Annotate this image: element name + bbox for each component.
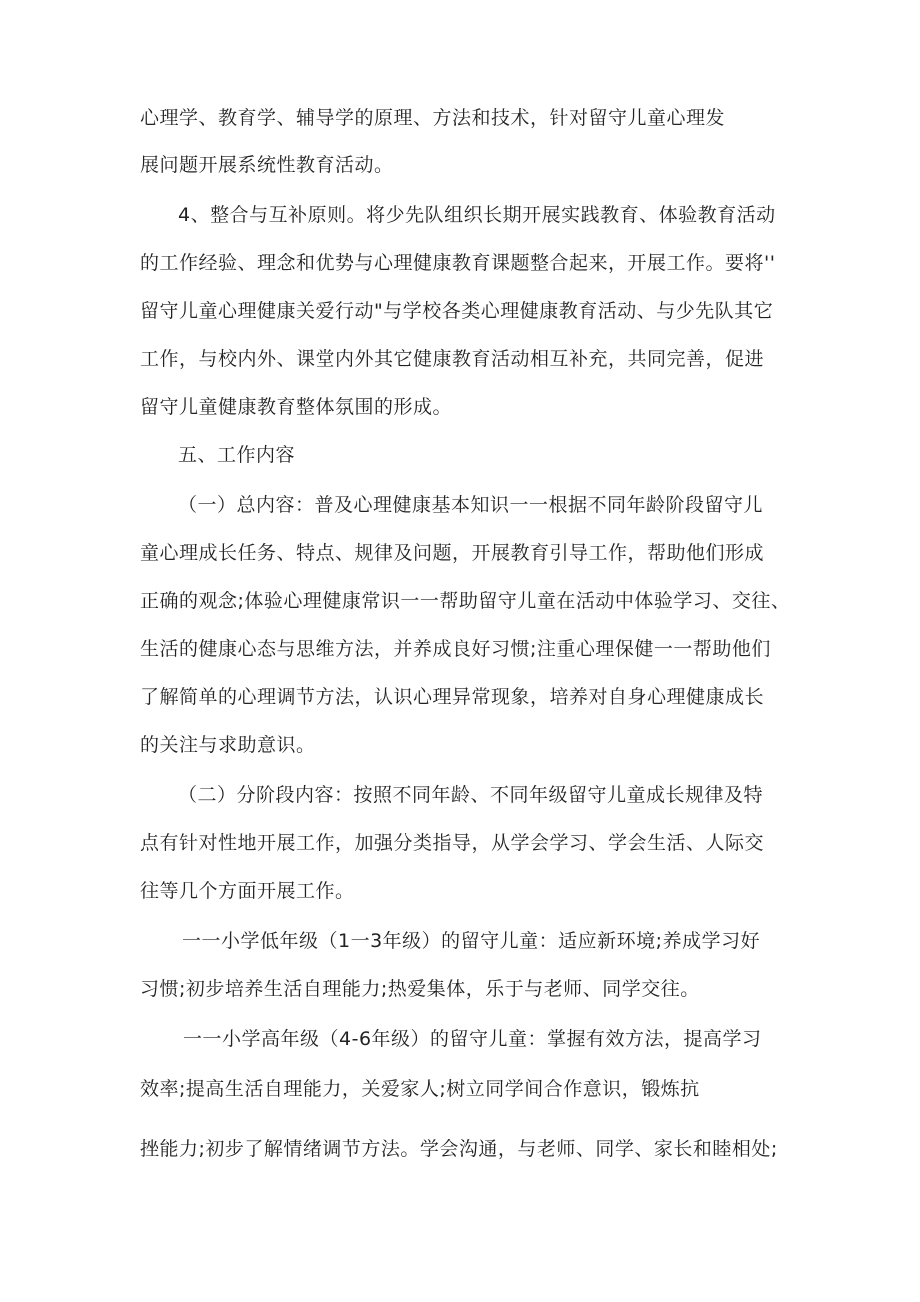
text-line: 点有针对性地开展工作，加强分类指导，从学会学习、学会生活、人际交 xyxy=(140,832,765,854)
text-line: 一一小学低年级（1一3年级）的留守儿童：适应新环境;养成学习好 xyxy=(182,930,761,952)
text-line: 生活的健康心态与思维方法，并养成良好习惯;注重心理保健一一帮助他们 xyxy=(140,638,771,660)
text-line: 工作，与校内外、课堂内外其它健康教育活动相互补充，共同完善，促进 xyxy=(140,348,765,370)
text-line: 往等几个方面开展工作。 xyxy=(140,880,355,902)
text-line: 习惯;初步培养生活自理能力;热爱集体，乐于与老师、同学交往。 xyxy=(140,978,700,1000)
text-line: 挫能力;初步了解情绪调节方法。学会沟通，与老师、同学、家长和睦相处; xyxy=(140,1138,778,1160)
text-line: 正确的观念;体验心理健康常识一一帮助留守儿童在活动中体验学习、交往、 xyxy=(140,590,791,612)
text-line: 4、整合与互补原则。将少先队组织长期开展实践教育、体验教育活动 xyxy=(178,204,776,226)
text-line: 心理学、教育学、辅导学的原理、方法和技术，针对留守儿童心理发 xyxy=(140,107,726,129)
text-line: 效率;提高生活自理能力，关爱家人;树立同学间合作意识，锻炼抗 xyxy=(140,1078,700,1100)
section-heading: 五、工作内容 xyxy=(178,444,296,466)
text-line: （一）总内容：普及心理健康基本知识一一根据不同年龄阶段留守儿 xyxy=(178,494,764,516)
text-line: （二）分阶段内容：按照不同年龄、不同年级留守儿童成长规律及特 xyxy=(178,784,764,806)
text-line: 留守儿童健康教育整体氛围的形成。 xyxy=(140,396,453,418)
text-line: 的工作经验、理念和优势与心理健康教育课题整合起来，开展工作。要将'' xyxy=(140,252,776,274)
text-line: 了解简单的心理调节方法，认识心理异常现象，培养对自身心理健康成长 xyxy=(140,686,765,708)
text-line: 展问题开展系统性教育活动。 xyxy=(140,154,394,176)
text-line: 留守儿童心理健康关爱行动"与学校各类心理健康教育活动、与少先队其它 xyxy=(140,300,774,322)
text-line: 童心理成长任务、特点、规律及问题，开展教育引导工作，帮助他们形成 xyxy=(140,542,765,564)
text-line: 一一小学高年级（4-6年级）的留守儿童：掌握有效方法，提高学习 xyxy=(183,1028,762,1050)
text-line: 的关注与求助意识。 xyxy=(140,734,316,756)
